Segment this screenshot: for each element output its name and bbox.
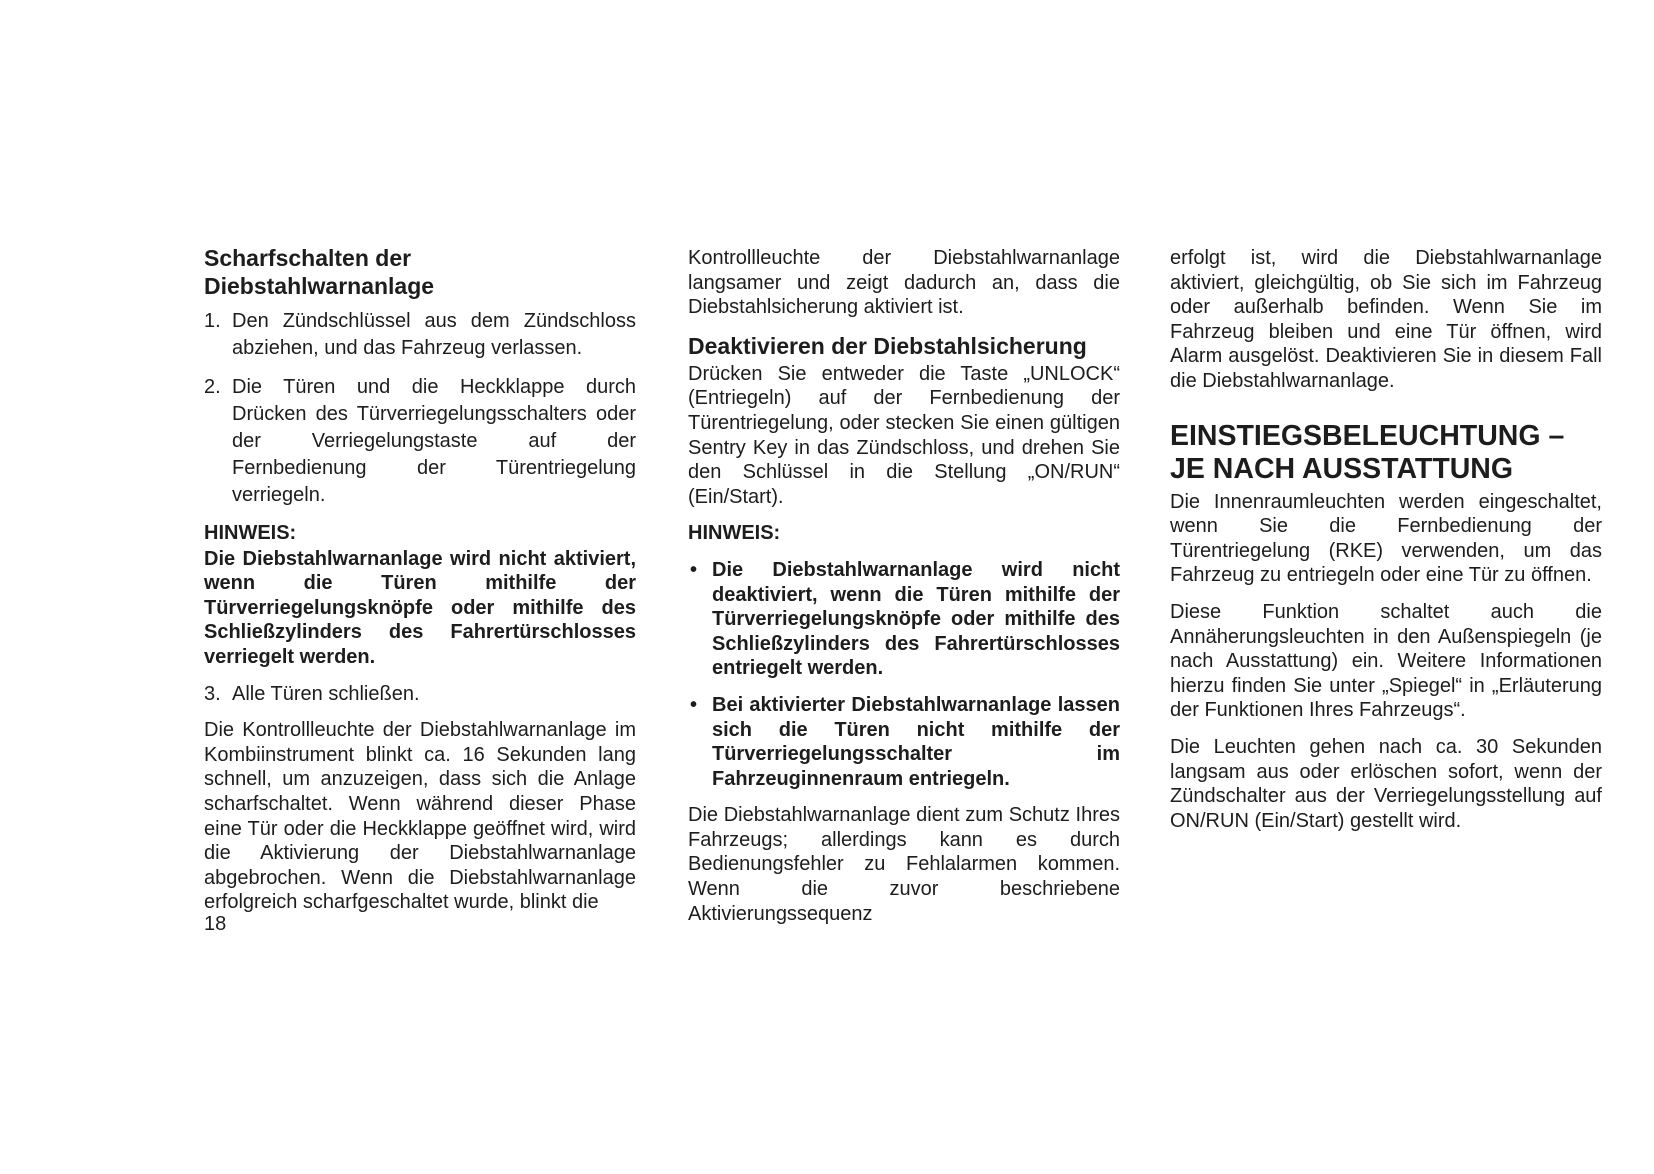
list-item bbox=[688, 693, 1120, 791]
bullet-text: Die Diebstahlwarnanlage wird nicht deaktiviert, wenn die Türen mithilfe der Türverriegelungsknöpfe oder mithilfe des Schließzylinders des Fahrertürschlosses entriegelt werden. bbox=[712, 558, 1120, 680]
page-number: 18 bbox=[204, 913, 227, 935]
section-heading-arming: Scharfschalten der Diebstahlwarnanlage bbox=[204, 245, 435, 299]
body-paragraph: Die Innenraumleuchten werden eingeschaltet, wenn Sie die Fernbedienung der Türentriegelung (RKE) verwenden, um das Fahrzeug zu entriegeln oder eine Tür zu öffnen. bbox=[1170, 490, 1602, 587]
body-paragraph: Die Leuchten gehen nach ca. 30 Sekunden langsam aus oder erlöschen sofort, wenn der Zündschalter aus der Verriegelungsstellung auf ON/RUN (Ein/Start) gestellt wird. bbox=[1170, 735, 1602, 832]
list-item bbox=[204, 682, 636, 707]
step-text: Den Zündschlüssel aus dem Zündschloss abziehen, und das Fahrzeug verlassen. bbox=[232, 310, 636, 359]
body-paragraph: Die Kontrollleuchte der Diebstahlwarnanlage im Kombiinstrument blinkt ca. 16 Sekunden lang schnell, um anzuzeigen, dass sich die Anlage scharfschaltet. Wenn während dieser Phase eine Tür oder die Heckklappe geöffnet wird, wird die Aktivierung der Diebstahlwarnanlage abgebrochen. Wenn die Diebstahlwarnanlage erfolgreich scharfgeschaltet wurde, blinkt die bbox=[204, 719, 636, 914]
body-paragraph-continuation: erfolgt ist, wird die Diebstahlwarnanlage aktiviert, gleichgültig, ob Sie sich im Fahrzeug oder außerhalb befinden. Wenn Sie im Fahrzeug bleiben und eine Tür öffnen, wird Alarm ausgelöst. Deaktivieren Sie in diesem Fall die Diebstahlwarnanlage. bbox=[1170, 247, 1602, 392]
note-label: HINWEIS: bbox=[688, 522, 781, 545]
note-bullets bbox=[688, 558, 1120, 791]
step-number: 1. bbox=[204, 310, 221, 332]
note-label: HINWEIS: bbox=[204, 522, 297, 544]
note-text: Die Diebstahlwarnanlage wird nicht aktiviert, wenn die Türen mithilfe der Türverriegelungsknöpfe oder mithilfe des Schließzylinders des Fahrertürschlosses verriegelt werden. bbox=[204, 547, 636, 668]
step-number: 2. bbox=[204, 376, 221, 398]
body-paragraph: Diese Funktion schaltet auch die Annäherungsleuchten in den Außenspiegeln (je nach Ausstattung) ein. Weitere Informationen hierzu finden Sie unter „Spiegel“ in „Erläuterung der Funktionen Ihres Fahrzeugs“. bbox=[1170, 600, 1602, 722]
section-heading-disarming: Deaktivieren der Diebstahlsicherung bbox=[688, 332, 1087, 359]
left-column bbox=[204, 244, 636, 927]
arming-steps-continued bbox=[204, 682, 636, 707]
list-item bbox=[204, 308, 636, 362]
arming-steps bbox=[204, 308, 636, 509]
bullet-text: Bei aktivierter Diebstahlwarnanlage lassen sich die Türen nicht mithilfe der Türverriegelungsschalter im Fahrzeuginnenraum entriegeln. bbox=[712, 693, 1120, 790]
body-paragraph: Die Diebstahlwarnanlage dient zum Schutz Ihres Fahrzeugs; allerdings kann es durch Bedienungsfehler zu Fehlalarmen kommen. Wenn die zuvor beschriebene Aktivierungssequenz bbox=[688, 804, 1120, 925]
right-column bbox=[1170, 246, 1602, 845]
list-item bbox=[204, 374, 636, 509]
list-item bbox=[688, 558, 1120, 681]
step-number: 3. bbox=[204, 682, 221, 705]
section-heading-entry-lighting: EINSTIEGSBELEUCHTUNG – JE NACH AUSSTATTUNG bbox=[1170, 419, 1565, 485]
body-paragraph-continuation: Kontrollleuchte der Diebstahlwarnanlage langsamer und zeigt dadurch an, dass die Diebstahlsicherung aktiviert ist. bbox=[688, 247, 1120, 319]
bullet-icon: • bbox=[690, 558, 698, 581]
step-text: Die Türen und die Heckklappe durch Drücken des Türverriegelungsschalters oder der Verriegelungstaste auf der Fernbedienung der Türentriegelung verriegeln. bbox=[232, 376, 636, 506]
bullet-icon: • bbox=[690, 693, 698, 716]
body-paragraph: Drücken Sie entweder die Taste „UNLOCK“ (Entriegeln) auf der Fernbedienung der Türentriegelung, oder stecken Sie einen gültigen Sentry Key in das Zündschloss, und drehen Sie den Schlüssel in die Stellung „ON/RUN“ (Ein/Start). bbox=[688, 362, 1120, 508]
middle-column bbox=[688, 246, 1120, 938]
step-text: Alle Türen schließen. bbox=[232, 682, 420, 705]
